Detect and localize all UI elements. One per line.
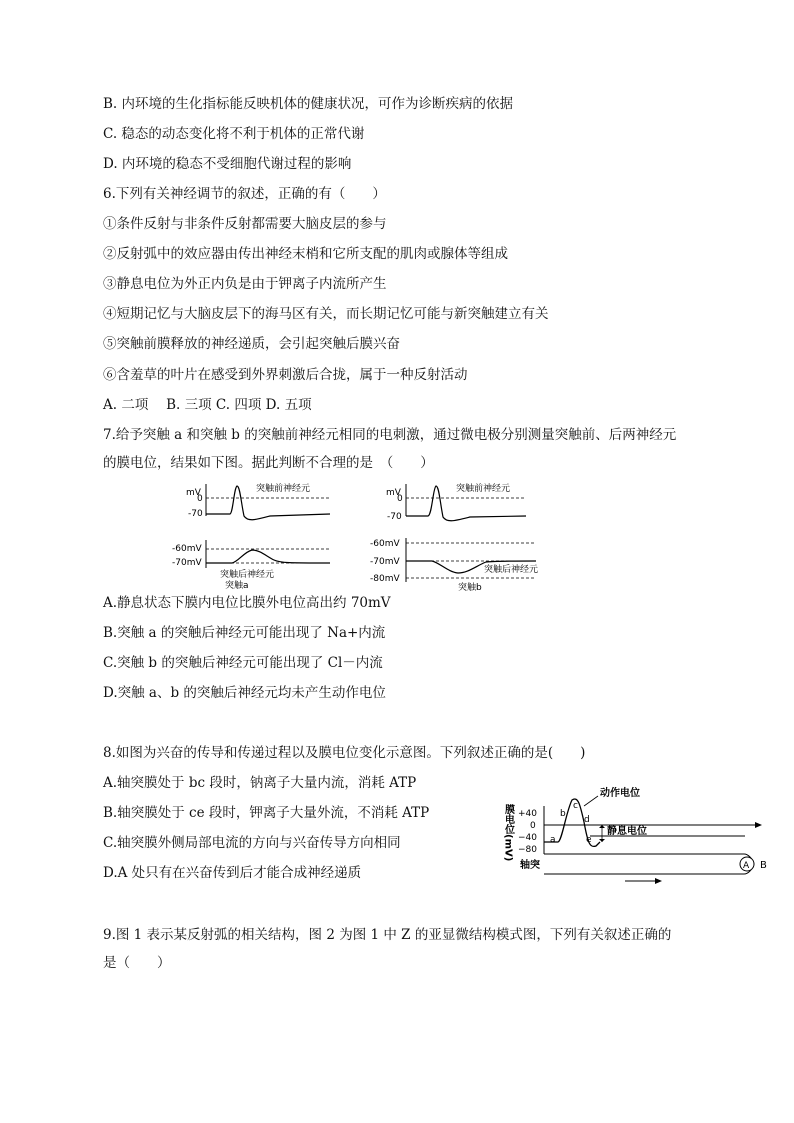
q8-point-c: c: [573, 801, 578, 811]
q6-item-1: ①条件反射与非条件反射都需要大脑皮层的参与: [103, 216, 387, 232]
q7b-post-label: 突触后神经元: [484, 565, 539, 575]
q9-stem-line1: 9.图 1 表示某反射弧的相关结构，图 2 为图 1 中 Z 的亚显微结构模式图，下列有关叙述正确的: [103, 927, 672, 943]
q7-option-b: B.突触 a 的突触后神经元可能出现了 Na+内流: [103, 625, 386, 641]
q6-item-6: ⑥含羞草的叶片在感受到外界刺激后合拢，属于一种反射活动: [103, 367, 468, 383]
q9-stem-line2: 是（ ）: [103, 955, 171, 971]
q8-action-potential-label: 动作电位: [600, 788, 640, 799]
q7b-post-y2: -70mV: [370, 557, 400, 567]
q8-option-c: C.轴突膜外侧局部电流的方向与兴奋传导方向相同: [103, 835, 401, 851]
q5-option-c: C. 稳态的动态变化将不利于机体的正常代谢: [103, 126, 365, 142]
q7b-pre-label: 突触前神经元: [456, 484, 511, 494]
q7a-post-y2: -70mV: [172, 558, 202, 568]
q6-item-2: ②反射弧中的效应器由传出神经末梢和它所支配的肌肉或腺体等组成: [103, 246, 508, 262]
q6-options: A. 二项 B. 三项 C. 四项 D. 五项: [103, 397, 312, 413]
q7b-zero-label: 0: [397, 494, 403, 504]
q5-option-d: D. 内环境的稳态不受细胞代谢过程的影响: [103, 156, 352, 172]
q8-option-b: B.轴突膜处于 ce 段时，钾离子大量外流，不消耗 ATP: [103, 805, 430, 821]
q8-axis-label: 膜电位(mV): [502, 804, 514, 862]
q6-item-4: ④短期记忆与大脑皮层下的海马区有关，而长期记忆可能与新突触建立有关: [103, 306, 549, 322]
q7a-zero-label: 0: [197, 494, 203, 504]
q7a-mv-label: mV: [186, 488, 201, 498]
q8-label-b: B: [760, 860, 767, 871]
q8-option-d: D.A 处只有在兴奋传到后才能合成神经递质: [103, 865, 362, 881]
q8-figure-axon: [500, 782, 772, 888]
q8-label-a: A: [743, 861, 750, 871]
q8-axon-label: 轴突: [520, 860, 540, 871]
q7-figure-synapse-b: [366, 480, 566, 592]
q8-point-e: e: [586, 835, 592, 845]
q7a-rest-label: -70: [188, 509, 203, 519]
q8-y-plus40: +40: [518, 809, 537, 819]
q6-item-5: ⑤突触前膜释放的神经递质，会引起突触后膜兴奋: [103, 336, 400, 352]
q7-option-d: D.突触 a、b 的突触后神经元均未产生动作电位: [103, 685, 386, 701]
q7-figure-synapse-a: [170, 480, 360, 592]
q8-point-d: d: [584, 815, 590, 825]
q8-stem: 8.如图为兴奋的传导和传递过程以及膜电位变化示意图。下列叙述正确的是( ): [103, 745, 586, 761]
q7b-caption: 突触b: [458, 583, 482, 592]
q7b-rest-label: -70: [387, 512, 402, 522]
q7-option-a: A.静息状态下膜内电位比膜外电位高出约 70mV: [103, 595, 391, 611]
q8-resting-potential-label: 静息电位: [607, 826, 647, 837]
q6-stem: 6.下列有关神经调节的叙述，正确的有（ ）: [103, 186, 386, 202]
q5-option-b: B. 内环境的生化指标能反映机体的健康状况，可作为诊断疾病的依据: [103, 96, 514, 112]
q8-option-a: A.轴突膜处于 bc 段时，钠离子大量内流，消耗 ATP: [103, 775, 417, 791]
q7a-postsynaptic-trace: [206, 550, 330, 563]
q7a-post-y1: -60mV: [172, 544, 202, 554]
q7b-post-y1: -60mV: [370, 539, 400, 549]
q7a-post-label: 突触后神经元: [220, 570, 275, 580]
q8-point-a: a: [550, 835, 556, 845]
q7a-caption: 突触a: [225, 581, 249, 591]
q7b-mv-label: mV: [386, 488, 401, 498]
q8-y-minus80: −80: [518, 845, 537, 855]
q7a-pre-label: 突触前神经元: [256, 484, 311, 494]
q7-option-c: C.突触 b 的突触后神经元可能出现了 Cl－内流: [103, 655, 383, 671]
q7-stem-line2: 的膜电位，结果如下图。据此判断不合理的是 （ ）: [103, 455, 434, 471]
q6-item-3: ③静息电位为外正内负是由于钾离子内流所产生: [103, 276, 387, 292]
q8-point-b: b: [560, 809, 566, 819]
q8-y-minus40: −40: [518, 833, 537, 843]
q7b-post-y3: -80mV: [370, 574, 400, 584]
q7-stem-line1: 7.给予突触 a 和突触 b 的突触前神经元相同的电刺激，通过微电极分别测量突触前、后两神经元: [103, 427, 677, 443]
q8-y-0: 0: [530, 821, 536, 831]
